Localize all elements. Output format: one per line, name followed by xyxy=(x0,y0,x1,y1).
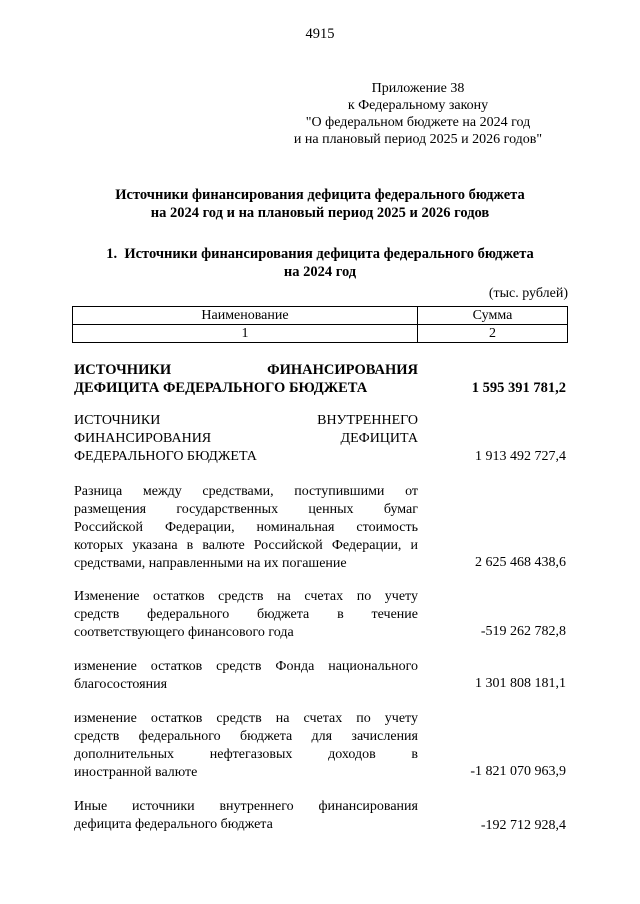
section-title xyxy=(60,245,580,281)
row-name-line: ИСТОЧНИКИ ФИНАНСИРОВАНИЯ xyxy=(74,362,418,378)
row-name-line: которых указана в валюте Российской Федерации, и xyxy=(74,538,418,553)
row-name-line: Изменение остатков средств на счетах по учету xyxy=(74,589,418,604)
appendix-line: к Федеральному закону xyxy=(347,98,489,113)
title-line: Источники финансирования дефицита федерального бюджета xyxy=(115,187,525,203)
units-label: (тыс. рублей) xyxy=(488,286,568,301)
row-name-line: средств федерального бюджета в течение xyxy=(74,607,418,622)
row-name-line: дефицита федерального бюджета xyxy=(74,817,273,832)
row-name-line: дополнительных нефтегазовых доходов в xyxy=(74,747,418,762)
appendix-line: Приложение 38 xyxy=(371,81,465,96)
document-title xyxy=(60,186,580,222)
row-name xyxy=(74,658,418,694)
row-sum: -192 712 928,4 xyxy=(480,818,566,833)
section-number: 1. xyxy=(106,246,118,262)
row-name xyxy=(74,798,418,834)
row-name-line: изменение остатков средств Фонда национального xyxy=(74,659,418,674)
title-line: на 2024 год и на плановый период 2025 и 2026 годов xyxy=(150,205,490,221)
row-name xyxy=(74,588,418,642)
row-sum: 1 301 808 181,1 xyxy=(475,676,566,691)
row-name xyxy=(74,412,418,466)
appendix-line: "О федеральном бюджете на 2024 год xyxy=(305,115,531,130)
row-name-line: Разница между средствами, поступившими от xyxy=(74,484,418,499)
row-name xyxy=(74,710,418,782)
row-name-line: изменение остатков средств на счетах по учету xyxy=(74,711,418,726)
section-title-text: Источники финансирования дефицита федерального бюджета xyxy=(124,246,534,262)
column-number-1: 1 xyxy=(73,325,418,343)
table-header xyxy=(72,306,568,343)
section-title-line: на 2024 год xyxy=(283,264,357,280)
column-header-sum: Сумма xyxy=(418,307,568,325)
row-name-line: Иные источники внутреннего финансирования xyxy=(74,799,418,814)
page-number: 4915 xyxy=(305,26,335,42)
row-sum: 1 913 492 727,4 xyxy=(475,449,566,464)
row-name-line: средствами, направленными на их погашение xyxy=(74,556,347,571)
appendix-line: и на плановый период 2025 и 2026 годов" xyxy=(293,132,543,147)
row-name xyxy=(74,483,418,573)
row-name-line: благосостояния xyxy=(74,677,168,692)
row-name-line: размещения государственных ценных бумаг xyxy=(74,502,418,517)
column-header-name: Наименование xyxy=(73,307,418,325)
row-name-line: средств федерального бюджета для зачисления xyxy=(74,729,418,744)
row-name xyxy=(74,361,418,397)
appendix-heading xyxy=(270,80,566,148)
row-name-line: соответствующего финансового года xyxy=(74,625,294,640)
row-name-line: ФЕДЕРАЛЬНОГО БЮДЖЕТА xyxy=(74,449,257,464)
row-sum: -519 262 782,8 xyxy=(480,624,566,639)
column-number-2: 2 xyxy=(418,325,568,343)
row-name-line: ДЕФИЦИТА ФЕДЕРАЛЬНОГО БЮДЖЕТА xyxy=(74,380,368,396)
row-sum: 2 625 468 438,6 xyxy=(475,555,566,570)
row-name-line: ФИНАНСИРОВАНИЯ ДЕФИЦИТА xyxy=(74,431,418,446)
row-name-line: Российской Федерации, номинальная стоимость xyxy=(74,520,418,535)
row-name-line: ИСТОЧНИКИ ВНУТРЕННЕГО xyxy=(74,413,418,428)
row-name-line: иностранной валюте xyxy=(74,765,198,780)
row-sum: -1 821 070 963,9 xyxy=(470,764,566,779)
row-sum: 1 595 391 781,2 xyxy=(471,380,566,396)
section-title-line xyxy=(60,245,580,263)
